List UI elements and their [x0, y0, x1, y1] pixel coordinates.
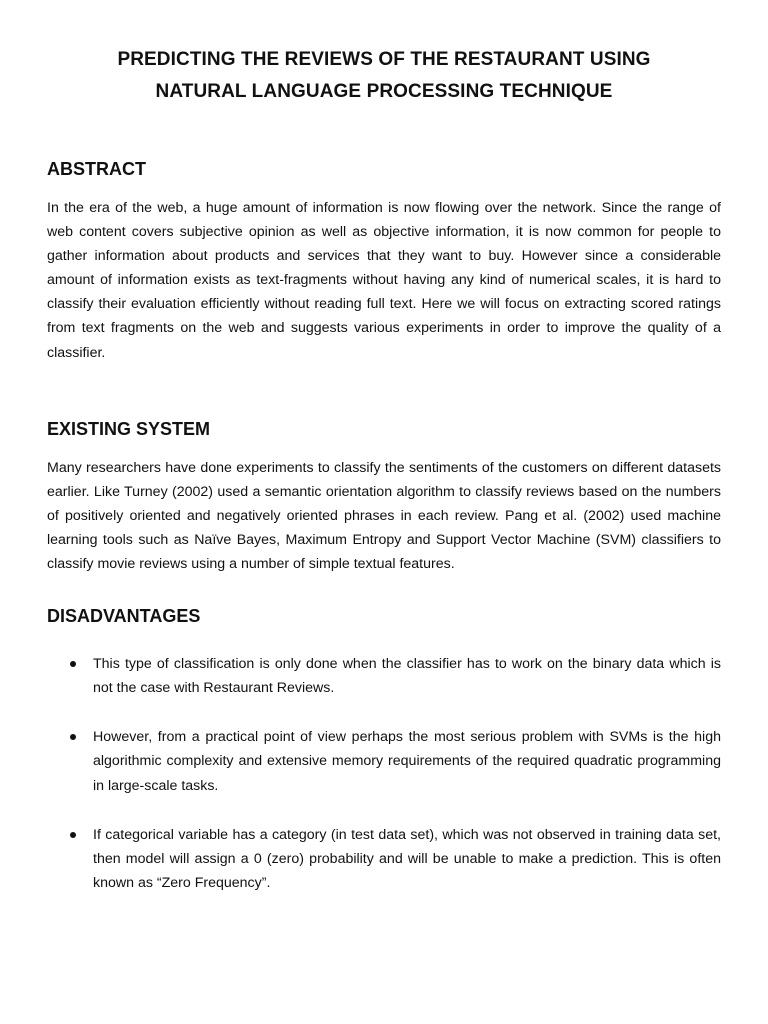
document-title — [47, 44, 721, 108]
existing-system-paragraph: Many researchers have done experiments to classify the sentiments of the customers on different datasets earlier. Like Turney (2002) used a semantic orientation algorithm to classify reviews based on the numbers of positively oriented and negatively oriented phrases in each review. Pang et al. (2002) used machine learning tools such as Naïve Bayes, Maximum Entropy and Support Vector Machine (SVM) classifiers to classify movie reviews using a number of simple textual features. — [47, 459, 721, 573]
list-item-text: This type of classification is only done when the classifier has to work on the binary data which is not the case with Restaurant Reviews. — [93, 656, 721, 697]
document-page — [47, 44, 721, 920]
disadvantages-list — [47, 652, 721, 895]
bullet-icon — [70, 832, 76, 838]
list-item-text: If categorical variable has a category (in test data set), which was not observed in training data set, then model will assign a 0 (zero) probability and will be unable to make a prediction. This is often known as “Zero Frequency”. — [93, 826, 721, 891]
abstract-heading: ABSTRACT — [47, 159, 146, 179]
title-line-1: PREDICTING THE REVIEWS OF THE RESTAURANT USING — [117, 49, 651, 70]
list-item — [47, 823, 721, 895]
disadvantages-heading: DISADVANTAGES — [47, 606, 201, 627]
bullet-icon — [70, 661, 76, 667]
existing-system-heading: EXISTING SYSTEM — [47, 418, 211, 439]
title-line-2: NATURAL LANGUAGE PROCESSING TECHNIQUE — [155, 81, 613, 102]
list-item — [47, 725, 721, 797]
bullet-icon — [70, 734, 76, 740]
list-item-text: However, from a practical point of view perhaps the most serious problem with SVMs is the high algorithmic complexity and extensive memory requirements of the required quadratic programming in large-scale tasks. — [93, 729, 721, 794]
abstract-paragraph: In the era of the web, a huge amount of information is now flowing over the network. Since the range of web content covers subjective opinion as well as objective information, it is now common for people to gather information about products and services that they want to buy. However since a considerable amount of information exists as text-fragments without having any kind of numerical scales, it is hard to classify their evaluation efficiently without reading full text. Here we will focus on extracting scored ratings from text fragments on the web and suggests various experiments in order to improve the quality of a classifier. — [47, 200, 721, 361]
list-item — [47, 652, 721, 700]
